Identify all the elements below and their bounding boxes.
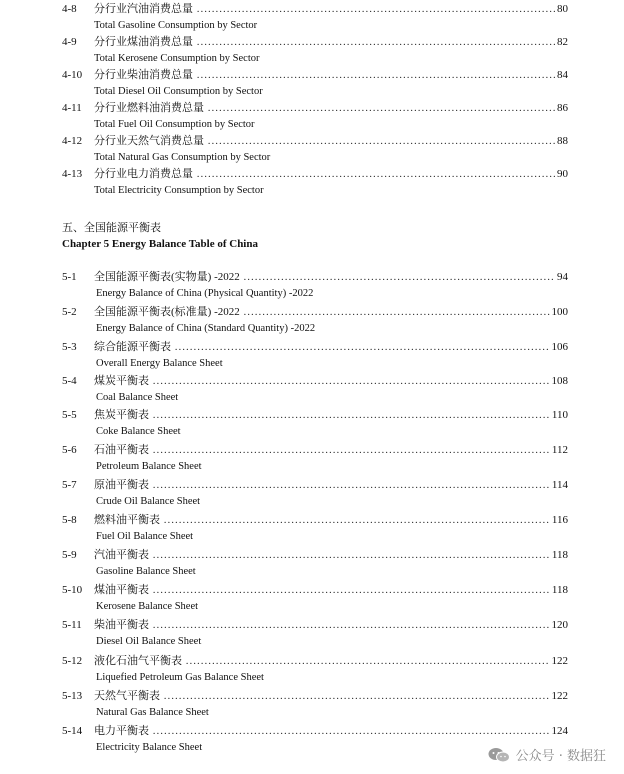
entry-page: 124 bbox=[551, 725, 568, 737]
toc-entry[interactable] bbox=[0, 724, 624, 753]
toc-entry[interactable] bbox=[0, 35, 624, 64]
entry-title-en: Total Fuel Oil Consumption by Sector bbox=[94, 119, 255, 130]
entry-number: 4-12 bbox=[62, 135, 83, 147]
entry-page: 88 bbox=[557, 135, 568, 147]
entry-number: 4-13 bbox=[62, 168, 83, 180]
entry-page: 118 bbox=[551, 549, 568, 561]
toc-entry[interactable] bbox=[0, 513, 624, 542]
entry-number: 5-8 bbox=[62, 514, 77, 526]
toc-entry[interactable] bbox=[0, 2, 624, 31]
entry-title-en: Total Kerosene Consumption by Sector bbox=[94, 53, 260, 64]
entry-title-en: Total Electricity Consumption by Sector bbox=[94, 185, 264, 196]
toc-entry[interactable] bbox=[0, 305, 624, 334]
entry-page: 82 bbox=[557, 36, 568, 48]
toc-entry[interactable] bbox=[0, 478, 624, 507]
entry-title-cn: 分行业电力消费总量 ..... bbox=[94, 167, 564, 181]
entry-page: 118 bbox=[551, 584, 568, 596]
toc-entry[interactable] bbox=[0, 134, 624, 163]
entry-title-cn: 汽油平衡表 ..... bbox=[94, 548, 564, 562]
toc-entry[interactable] bbox=[0, 618, 624, 647]
entry-page: 84 bbox=[557, 69, 568, 81]
entry-number: 5-14 bbox=[62, 725, 83, 737]
toc-entry[interactable] bbox=[0, 167, 624, 196]
chapter-title-en: Chapter 5 Energy Balance Table of China bbox=[62, 238, 258, 250]
entry-title-en: Total Diesel Oil Consumption by Sector bbox=[94, 86, 263, 97]
toc-entry[interactable] bbox=[0, 583, 624, 612]
entry-number: 5-2 bbox=[62, 306, 77, 318]
entry-number: 4-10 bbox=[62, 69, 83, 81]
entry-title-cn: 煤炭平衡表 ..... bbox=[94, 374, 564, 388]
entry-number: 5-9 bbox=[62, 549, 77, 561]
entry-number: 5-5 bbox=[62, 409, 77, 421]
entry-page: 106 bbox=[551, 341, 568, 353]
entry-title-en: Natural Gas Balance Sheet bbox=[96, 707, 209, 718]
entry-page: 94 bbox=[557, 271, 568, 283]
entry-number: 5-13 bbox=[62, 690, 83, 702]
watermark-text: 公众号 · 数据狂 bbox=[515, 749, 606, 764]
entry-title-cn: 燃料油平衡表 ..... bbox=[94, 513, 564, 527]
entry-title-cn: 煤油平衡表 ..... bbox=[94, 583, 564, 597]
entry-title-en: Coke Balance Sheet bbox=[96, 426, 181, 437]
chapter-title-cn: 五、全国能源平衡表 bbox=[62, 222, 161, 234]
entry-title-en: Diesel Oil Balance Sheet bbox=[96, 636, 202, 647]
entry-number: 5-10 bbox=[62, 584, 83, 596]
entry-page: 100 bbox=[551, 306, 568, 318]
entry-title-cn: 全国能源平衡表(标准量) -2022 ..... bbox=[94, 305, 564, 319]
entry-title-en: Total Natural Gas Consumption by Sector bbox=[94, 152, 271, 163]
entry-number: 5-1 bbox=[62, 271, 77, 283]
entry-title-en: Gasoline Balance Sheet bbox=[96, 566, 196, 577]
entry-title-cn: 分行业煤油消费总量 ..... bbox=[94, 35, 564, 49]
entry-title-cn: 分行业汽油消费总量 ..... bbox=[94, 2, 564, 16]
entry-title-en: Coal Balance Sheet bbox=[96, 392, 179, 403]
entry-title-cn: 焦炭平衡表 ..... bbox=[94, 408, 564, 422]
entry-title-en: Overall Energy Balance Sheet bbox=[96, 358, 223, 369]
entry-title-en: Electricity Balance Sheet bbox=[96, 742, 203, 753]
entry-title-cn: 分行业天然气消费总量 ..... bbox=[94, 134, 564, 148]
entry-title-cn: 分行业柴油消费总量 ..... bbox=[94, 68, 564, 82]
toc-entry[interactable] bbox=[0, 374, 624, 403]
entry-title-en: Crude Oil Balance Sheet bbox=[96, 496, 201, 507]
toc-entry[interactable] bbox=[0, 654, 624, 683]
entry-title-en: Kerosene Balance Sheet bbox=[96, 601, 199, 612]
entry-title-cn: 天然气平衡表 ..... bbox=[94, 689, 564, 703]
toc-entry[interactable] bbox=[0, 443, 624, 472]
entry-page: 108 bbox=[551, 375, 568, 387]
entry-number: 5-6 bbox=[62, 444, 77, 456]
entry-title-cn: 分行业燃料油消费总量 ..... bbox=[94, 101, 564, 115]
entry-page: 110 bbox=[551, 409, 568, 421]
entry-page: 80 bbox=[557, 3, 568, 15]
entry-page: 112 bbox=[551, 444, 568, 456]
entry-page: 120 bbox=[551, 619, 568, 631]
entry-title-en: Energy Balance of China (Standard Quantity) -2022 bbox=[96, 323, 316, 334]
entry-title-cn: 原油平衡表 ..... bbox=[94, 478, 564, 492]
toc-entry[interactable] bbox=[0, 408, 624, 437]
toc-entry[interactable] bbox=[0, 270, 624, 299]
entry-title-cn: 综合能源平衡表 ..... bbox=[94, 340, 564, 354]
toc-entry[interactable] bbox=[0, 68, 624, 97]
entry-title-cn: 柴油平衡表 ..... bbox=[94, 618, 564, 632]
entry-title-cn: 石油平衡表 ..... bbox=[94, 443, 564, 457]
watermark bbox=[488, 745, 606, 764]
entry-title-en: Fuel Oil Balance Sheet bbox=[96, 531, 194, 542]
entry-page: 116 bbox=[551, 514, 568, 526]
entry-number: 5-12 bbox=[62, 655, 83, 667]
entry-page: 122 bbox=[551, 655, 568, 667]
entry-title-cn: 液化石油气平衡表 ..... bbox=[94, 654, 564, 668]
wechat-icon bbox=[488, 747, 510, 763]
entry-title-en: Total Gasoline Consumption by Sector bbox=[94, 20, 258, 31]
entry-number: 5-4 bbox=[62, 375, 77, 387]
entry-number: 4-11 bbox=[62, 102, 82, 114]
entry-number: 5-11 bbox=[62, 619, 82, 631]
toc-entry[interactable] bbox=[0, 689, 624, 718]
entry-title-en: Energy Balance of China (Physical Quantity) -2022 bbox=[96, 288, 314, 299]
entry-page: 122 bbox=[551, 690, 568, 702]
entry-page: 114 bbox=[551, 479, 568, 491]
toc-entry[interactable] bbox=[0, 548, 624, 577]
toc-entry[interactable] bbox=[0, 340, 624, 369]
entry-title-cn: 全国能源平衡表(实物量) -2022 ..... bbox=[94, 270, 564, 284]
entry-number: 5-7 bbox=[62, 479, 77, 491]
entry-number: 4-8 bbox=[62, 3, 77, 15]
entry-page: 90 bbox=[557, 168, 568, 180]
entry-number: 4-9 bbox=[62, 36, 77, 48]
entry-title-cn: 电力平衡表 ..... bbox=[94, 724, 564, 738]
entry-page: 86 bbox=[557, 102, 568, 114]
entry-title-en: Liquefied Petroleum Gas Balance Sheet bbox=[96, 672, 264, 683]
entry-title-en: Petroleum Balance Sheet bbox=[96, 461, 202, 472]
toc-entry[interactable] bbox=[0, 101, 624, 130]
entry-number: 5-3 bbox=[62, 341, 77, 353]
